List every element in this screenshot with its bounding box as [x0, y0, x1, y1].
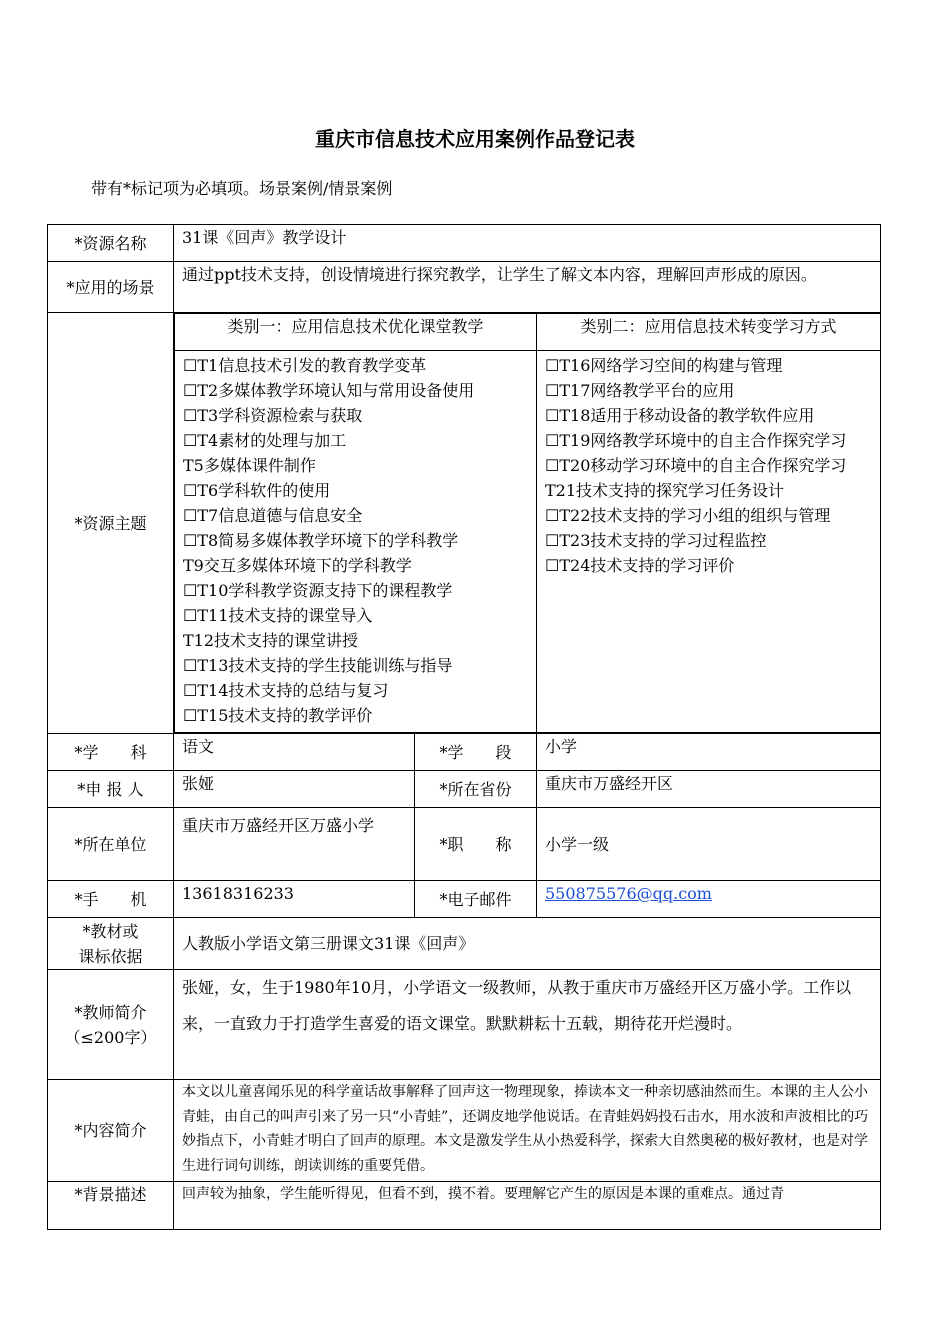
email-link[interactable]: 550875576@qq.com [545, 884, 712, 903]
category-one-list [175, 351, 536, 732]
topic-checkbox-t20[interactable]: ☐T20移动学习环境中的自主合作探究学习 [545, 456, 847, 475]
label-teacher [48, 970, 174, 1080]
field-unit[interactable]: 重庆市万盛经开区万盛小学 [174, 808, 415, 881]
theme-categories [174, 313, 881, 734]
label-teacher-line2: （≤200字） [64, 1027, 157, 1047]
field-phone[interactable]: 13618316233 [174, 881, 415, 918]
label-phone: *手 机 [48, 881, 174, 918]
label-province: *所在省份 [415, 771, 537, 808]
topic-checkbox-t13[interactable]: ☐T13技术支持的学生技能训练与指导 [183, 656, 453, 675]
row-resource-name [48, 225, 881, 262]
label-content: *内容简介 [48, 1080, 174, 1182]
topic-checkbox-t11[interactable]: ☐T11技术支持的课堂导入 [183, 606, 373, 625]
topic-checkbox-t6[interactable]: ☐T6学科软件的使用 [183, 481, 331, 500]
label-title-rank: *职 称 [415, 808, 537, 881]
field-background[interactable]: 回声较为抽象，学生能听得见，但看不到，摸不着。要理解它产生的原因是本课的重难点。通过青 [174, 1182, 881, 1230]
topic-checkbox-t16[interactable]: ☐T16网络学习空间的构建与管理 [545, 356, 783, 375]
topic-checkbox-t19[interactable]: ☐T19网络教学环境中的自主合作探究学习 [545, 431, 847, 450]
label-teacher-line1: *教师简介 [74, 1002, 147, 1022]
topic-checkbox-t7[interactable]: ☐T7信息道德与信息安全 [183, 506, 363, 525]
label-resource-name: *资源名称 [48, 225, 174, 262]
field-resource-name[interactable]: 31课《回声》教学设计 [174, 225, 881, 262]
topic-checkbox-t5[interactable]: T5多媒体课件制作 [183, 456, 316, 475]
topic-checkbox-t17[interactable]: ☐T17网络教学平台的应用 [545, 381, 735, 400]
row-unit [48, 808, 881, 881]
row-theme [48, 313, 881, 734]
topic-checkbox-t4[interactable]: ☐T4素材的处理与加工 [183, 431, 347, 450]
label-textbook [48, 918, 174, 970]
row-content [48, 1080, 881, 1182]
topic-checkbox-t14[interactable]: ☐T14技术支持的总结与复习 [183, 681, 389, 700]
label-unit: *所在单位 [48, 808, 174, 881]
row-background [48, 1182, 881, 1230]
category-two-title: 类别二：应用信息技术转变学习方式 [537, 314, 881, 351]
field-applicant[interactable]: 张娅 [174, 771, 415, 808]
topic-checkbox-t23[interactable]: ☐T23技术支持的学习过程监控 [545, 531, 767, 550]
field-scene[interactable]: 通过ppt技术支持，创设情境进行探究教学，让学生了解文本内容，理解回声形成的原因。 [174, 262, 881, 313]
label-textbook-line2: 课标依据 [78, 946, 143, 966]
label-theme: *资源主题 [48, 313, 174, 734]
topic-checkbox-t21[interactable]: T21技术支持的探究学习任务设计 [545, 481, 785, 500]
row-scene [48, 262, 881, 313]
field-subject[interactable]: 语文 [174, 734, 415, 771]
label-background: *背景描述 [48, 1182, 174, 1230]
row-textbook [48, 918, 881, 970]
field-email[interactable] [537, 881, 881, 918]
topic-checkbox-t8[interactable]: ☐T8简易多媒体教学环境下的学科教学 [183, 531, 459, 550]
label-textbook-line1: *教材或 [82, 921, 139, 941]
label-email: *电子邮件 [415, 881, 537, 918]
topic-checkbox-t10[interactable]: ☐T10学科教学资源支持下的课程教学 [183, 581, 453, 600]
topic-checkbox-t9[interactable]: T9交互多媒体环境下的学科教学 [183, 556, 412, 575]
topic-checkbox-t1[interactable]: ☐T1信息技术引发的教育教学变革 [183, 356, 427, 375]
field-title-rank[interactable]: 小学一级 [537, 808, 881, 881]
topic-checkbox-t3[interactable]: ☐T3学科资源检索与获取 [183, 406, 363, 425]
label-subject: *学 科 [48, 734, 174, 771]
row-phone [48, 881, 881, 918]
field-province[interactable]: 重庆市万盛经开区 [537, 771, 881, 808]
registration-table [47, 224, 881, 1230]
category-one-title: 类别一：应用信息技术优化课堂教学 [175, 314, 537, 351]
row-teacher [48, 970, 881, 1080]
topic-checkbox-t12[interactable]: T12技术支持的课堂讲授 [183, 631, 359, 650]
label-applicant: *申 报 人 [48, 771, 174, 808]
topic-checkbox-t2[interactable]: ☐T2多媒体教学环境认知与常用设备使用 [183, 381, 475, 400]
field-content[interactable]: 本文以儿童喜闻乐见的科学童话故事解释了回声这一物理现象，捧读本文一种亲切感油然而生。本课的主人公小青蛙，由自己的叫声引来了另一只“小青蛙”，还调皮地学他说话。在青蛙妈妈投石击水，用水波和声波相比的巧妙指点下，小青蛙才明白了回声的原理。本文是激发学生从小热爱科学，探索大自然奥秘的极好教材，也是对学生进行词句训练，朗读训练的重要凭借。 [174, 1080, 881, 1182]
topic-checkbox-t18[interactable]: ☐T18适用于移动设备的教学软件应用 [545, 406, 815, 425]
row-subject [48, 734, 881, 771]
field-stage[interactable]: 小学 [537, 734, 881, 771]
field-textbook[interactable]: 人教版小学语文第三册课文31课《回声》 [174, 918, 881, 970]
topic-checkbox-t15[interactable]: ☐T15技术支持的教学评价 [183, 706, 373, 725]
field-teacher[interactable]: 张娅，女，生于1980年10月，小学语文一级教师，从教于重庆市万盛经开区万盛小学。工作以来，一直致力于打造学生喜爱的语文课堂。默默耕耘十五载，期待花开烂漫时。 [174, 970, 881, 1080]
category-two-list [537, 351, 880, 582]
topic-checkbox-t24[interactable]: ☐T24技术支持的学习评价 [545, 556, 735, 575]
row-applicant [48, 771, 881, 808]
page-title: 重庆市信息技术应用案例作品登记表 [315, 127, 635, 151]
page-subtitle: 带有*标记项为必填项。场景案例/情景案例 [91, 179, 393, 198]
topic-checkbox-t22[interactable]: ☐T22技术支持的学习小组的组织与管理 [545, 506, 831, 525]
label-stage: *学 段 [415, 734, 537, 771]
label-scene: *应用的场景 [48, 262, 174, 313]
